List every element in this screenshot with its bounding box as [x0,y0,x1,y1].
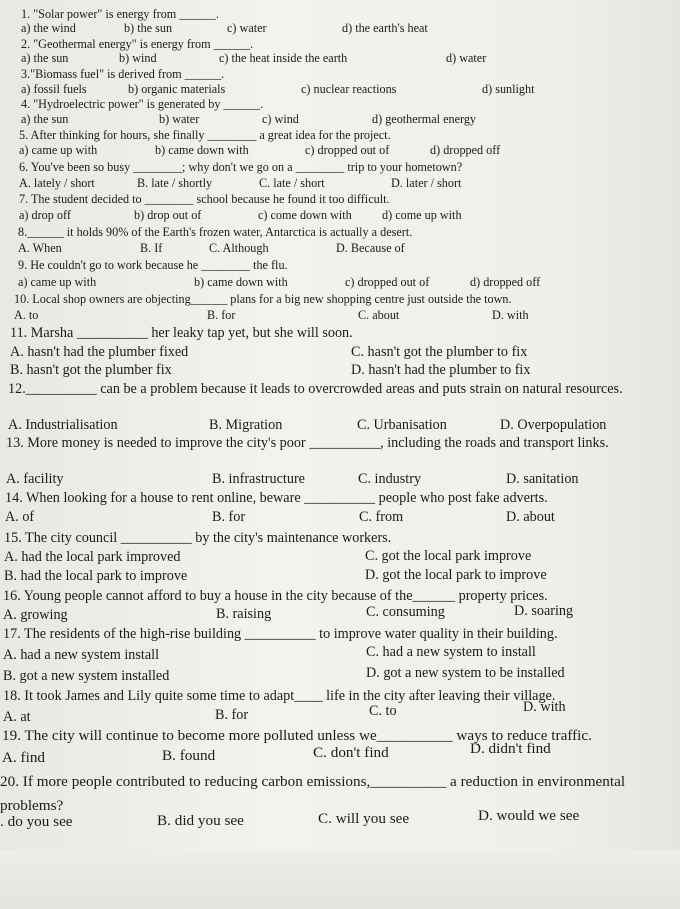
q20-option-c: C. will you see [318,810,410,827]
q4-option-d: d) geothermal energy [372,112,477,126]
q4-option-a: a) the sun [21,112,69,126]
q3-stem: 3."Biomass fuel" is derived from ______. [21,67,225,81]
q10-option-a: A. to [14,308,39,322]
q8-option-b: B. If [140,241,163,255]
q20-option-b: B. did you see [157,812,244,829]
q1-option-d: d) the earth's heat [342,21,428,35]
q10-option-c: C. about [358,308,400,322]
q12-option-c: C. Urbanisation [357,417,447,433]
q15-option-b: B. had the local park to improve [4,568,188,584]
q7-stem: 7. The student decided to ________ school because he found it too difficult. [19,192,390,206]
q19-option-c: C. don't find [313,744,389,761]
q18-stem: 18. It took James and Lily quite some time to adapt____ life in the city after leaving their village. [3,688,556,704]
q20-stem: 20. If more people contributed to reducing carbon emissions,__________ a reduction in environmental problems? [0,773,626,814]
q1-stem: 1. "Solar power" is energy from ______. [21,7,219,21]
q15-option-c: C. got the local park improve [365,548,532,564]
q9-option-d: d) dropped off [470,275,541,289]
q16-stem: 16. Young people cannot afford to buy a house in the city because of the______ property prices. [3,588,548,604]
q13-stem: 13. More money is needed to improve the city's poor __________, including the roads and transport links. [6,435,609,451]
q12-option-d: D. Overpopulation [500,417,607,433]
q19-stem: 19. The city will continue to become more polluted unless we__________ ways to reduce traffic. [2,727,592,744]
q6-option-a: A. lately / short [19,176,95,190]
q18-option-d: D. with [523,699,566,715]
q17-option-d: D. got a new system to be installed [366,665,565,681]
q18-option-b: B. for [215,707,249,723]
q5-option-a: a) came up with [19,143,98,157]
q14-option-c: C. from [359,509,404,525]
q5-option-b: b) came down with [155,143,249,157]
q13-option-a: A. facility [6,471,64,487]
q16-option-d: D. soaring [514,603,574,619]
q16-option-b: B. raising [216,606,272,622]
q1-option-a: a) the wind [21,21,76,35]
q13-option-d: D. sanitation [506,471,579,487]
q7-option-a: a) drop off [19,208,71,222]
q11-option-d: D. hasn't had the plumber to fix [351,362,531,378]
q3-option-c: c) nuclear reactions [301,82,397,96]
q14-option-a: A. of [5,509,35,525]
q18-option-a: A. at [3,709,31,725]
q3-option-d: d) sunlight [482,82,535,96]
page-bottom-margin [0,850,680,909]
q2-option-b: b) wind [119,51,157,65]
q1-option-c: c) water [227,21,267,35]
q4-option-c: c) wind [262,112,299,126]
q5-stem: 5. After thinking for hours, she finally ________ a great idea for the project. [19,128,391,142]
q9-option-b: b) came down with [194,275,288,289]
q14-option-b: B. for [212,509,246,525]
q5-option-c: c) dropped out of [305,143,390,157]
q17-stem: 17. The residents of the high-rise building __________ to improve water quality in their building. [3,626,558,642]
q17-option-c: C. had a new system to install [366,644,536,660]
q9-stem: 9. He couldn't go to work because he ________ the flu. [18,258,288,272]
q13-option-b: B. infrastructure [212,471,305,487]
q4-stem: 4. "Hydroelectric power" is generated by ______. [21,97,264,111]
q8-option-c: C. Although [209,241,269,255]
q11-stem: 11. Marsha __________ her leaky tap yet, but she will soon. [10,325,353,341]
q5-option-d: d) dropped off [430,143,501,157]
q20-option-a: . do you see [0,813,73,830]
q9-option-c: c) dropped out of [345,275,430,289]
q13-option-c: C. industry [358,471,422,487]
q8-option-a: A. When [18,241,62,255]
q17-option-b: B. got a new system installed [3,668,170,684]
q8-stem: 8.______ it holds 90% of the Earth's frozen water, Antarctica is actually a desert. [18,225,413,239]
q17-option-a: A. had a new system install [3,647,160,663]
q2-option-c: c) the heat inside the earth [219,51,348,65]
q11-option-c: C. hasn't got the plumber to fix [351,344,528,360]
q15-option-d: D. got the local park to improve [365,567,547,583]
q9-option-a: a) came up with [18,275,97,289]
q19-option-d: D. didn't find [470,740,551,757]
q6-option-c: C. late / short [259,176,325,190]
q2-option-d: d) water [446,51,487,65]
q12-option-a: A. Industrialisation [8,417,118,433]
q15-stem: 15. The city council __________ by the city's maintenance workers. [4,530,392,546]
q7-option-c: c) come down with [258,208,352,222]
q19-option-b: B. found [162,747,216,764]
q15-option-a: A. had the local park improved [4,549,181,565]
q19-option-a: A. find [2,749,46,766]
q7-option-d: d) come up with [382,208,462,222]
q11-option-b: B. hasn't got the plumber fix [10,362,172,378]
q4-option-b: b) water [159,112,200,126]
q20-option-d: D. would we see [478,807,580,824]
q3-option-a: a) fossil fuels [21,82,87,96]
q18-option-c: C. to [369,703,397,719]
q6-stem: 6. You've been so busy ________; why don't we go on a ________ trip to your hometown? [19,160,463,174]
q14-stem: 14. When looking for a house to rent online, beware __________ people who post fake adverts. [5,490,548,506]
q7-option-b: b) drop out of [134,208,202,222]
q6-option-d: D. later / short [391,176,462,190]
q10-stem: 10. Local shop owners are objecting______ plans for a big new shopping centre just outside the town. [14,292,512,306]
q12-option-b: B. Migration [209,417,283,433]
q14-option-d: D. about [506,509,555,525]
q16-option-c: C. consuming [366,604,445,620]
q12-stem: 12.__________ can be a problem because it leads to overcrowded areas and puts strain on natural resources. [8,381,623,397]
q2-option-a: a) the sun [21,51,69,65]
q10-option-b: B. for [207,308,236,322]
q8-option-d: D. Because of [336,241,405,255]
q10-option-d: D. with [492,308,529,322]
q2-stem: 2. "Geothermal energy" is energy from ______. [21,37,254,51]
q3-option-b: b) organic materials [128,82,226,96]
q11-option-a: A. hasn't had the plumber fixed [10,344,189,360]
q6-option-b: B. late / shortly [137,176,213,190]
q16-option-a: A. growing [3,607,68,623]
q1-option-b: b) the sun [124,21,173,35]
